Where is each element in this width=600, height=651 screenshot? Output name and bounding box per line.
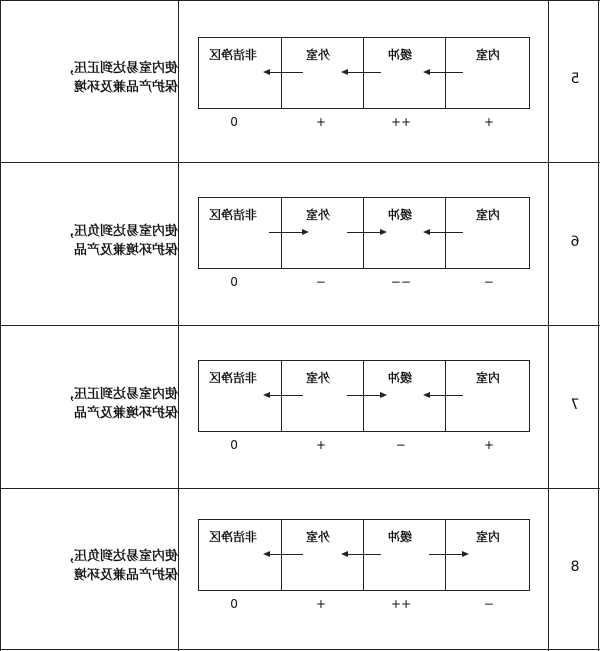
pressure-sign: − — [395, 438, 407, 452]
room-cell — [281, 361, 363, 431]
row-number: 5 — [570, 71, 580, 87]
description-line-2: 保护产品兼及环境 — [73, 80, 178, 95]
airflow-arrow-right — [347, 395, 381, 396]
airflow-arrow-left — [269, 72, 303, 73]
airflow-arrow-left — [347, 554, 381, 555]
row-description — [22, 547, 178, 585]
pressure-sign: + — [483, 438, 495, 452]
airflow-arrow-left — [429, 232, 463, 233]
description-line-2: 保护环境兼及产品 — [73, 405, 178, 421]
pressure-sign: + — [483, 115, 495, 129]
room-label: 外室 — [306, 530, 331, 544]
room-label: 缓冲 — [388, 48, 413, 62]
pressure-sign: − — [483, 597, 495, 611]
row-description — [22, 385, 178, 423]
pressure-sign: − — [483, 275, 495, 289]
pressure-sign: 0 — [230, 275, 238, 289]
airflow-arrow-left — [429, 72, 463, 73]
description-line-2: 保护环境兼及产品 — [73, 242, 178, 258]
airflow-arrow-left — [269, 554, 303, 555]
room-label: 外室 — [306, 208, 331, 222]
room-cell — [281, 198, 363, 268]
arrow-head-icon — [263, 392, 270, 398]
airflow-diagram — [198, 519, 530, 591]
pressure-sign: − — [315, 275, 327, 289]
room-label: 内室 — [476, 48, 501, 62]
room-cell — [281, 38, 363, 108]
airflow-arrow-right — [269, 232, 303, 233]
arrow-head-icon — [263, 69, 270, 75]
room-cell — [363, 198, 445, 268]
room-cell — [445, 361, 531, 431]
row-divider-bottom — [0, 649, 600, 650]
room-cell — [445, 198, 531, 268]
airflow-arrow-right — [429, 554, 463, 555]
pressure-sign: ++ — [390, 597, 412, 611]
arrow-head-icon — [423, 69, 430, 75]
table-row — [0, 488, 600, 649]
room-label: 非洁净区 — [209, 208, 258, 222]
airflow-arrow-left — [269, 395, 303, 396]
description-line-1: 使内室易达到正压， — [60, 61, 178, 76]
pressure-sign: + — [315, 597, 327, 611]
arrow-head-icon — [263, 551, 270, 557]
arrow-head-icon — [462, 551, 469, 557]
pressure-sign: ++ — [390, 115, 412, 129]
room-cell — [445, 38, 531, 108]
airflow-arrow-left — [347, 72, 381, 73]
room-cell — [445, 520, 531, 590]
airflow-arrow-left — [429, 395, 463, 396]
description-line-1: 使内室易达到负压， — [60, 548, 178, 564]
room-cell — [363, 38, 445, 108]
room-cell — [281, 520, 363, 590]
room-label: 缓冲 — [388, 371, 413, 385]
pressure-sign: 0 — [230, 115, 238, 129]
room-label: 缓冲 — [388, 530, 413, 544]
pressure-sign: 0 — [230, 597, 238, 611]
arrow-head-icon — [302, 229, 309, 235]
row-number: 8 — [570, 558, 580, 575]
table-row — [0, 325, 600, 488]
pressure-sign: + — [315, 115, 327, 129]
description-line-1: 使内室易达到正压， — [60, 386, 178, 402]
description-line-2: 保护产品兼及环境 — [73, 567, 178, 583]
room-label: 外室 — [306, 371, 331, 385]
room-label: 非洁净区 — [209, 530, 258, 544]
table-row — [0, 0, 600, 162]
room-label: 非洁净区 — [209, 48, 258, 62]
room-label: 缓冲 — [388, 208, 413, 222]
row-description — [22, 222, 178, 260]
row-number: 6 — [570, 233, 580, 250]
room-label: 外室 — [306, 48, 331, 62]
room-cell — [363, 520, 445, 590]
arrow-head-icon — [423, 392, 430, 398]
table-row — [0, 162, 600, 325]
pressure-sign: −− — [390, 275, 412, 289]
room-cell — [363, 361, 445, 431]
room-label: 内室 — [476, 530, 501, 544]
arrow-head-icon — [423, 229, 430, 235]
room-label: 内室 — [476, 208, 501, 222]
arrow-head-icon — [341, 69, 348, 75]
arrow-head-icon — [380, 229, 387, 235]
arrow-head-icon — [341, 551, 348, 557]
description-line-1: 使内室易达到负压， — [60, 223, 178, 239]
airflow-diagram — [198, 37, 530, 109]
row-number: 7 — [570, 396, 580, 413]
airflow-arrow-right — [347, 232, 381, 233]
pressure-sign: 0 — [230, 438, 238, 452]
pressure-sign: + — [315, 438, 327, 452]
row-description — [22, 59, 178, 97]
airflow-diagram — [198, 197, 530, 269]
room-label: 非洁净区 — [209, 371, 258, 385]
airflow-diagram — [198, 360, 530, 432]
arrow-head-icon — [380, 392, 387, 398]
room-cell — [199, 198, 281, 268]
room-label: 内室 — [476, 371, 501, 385]
